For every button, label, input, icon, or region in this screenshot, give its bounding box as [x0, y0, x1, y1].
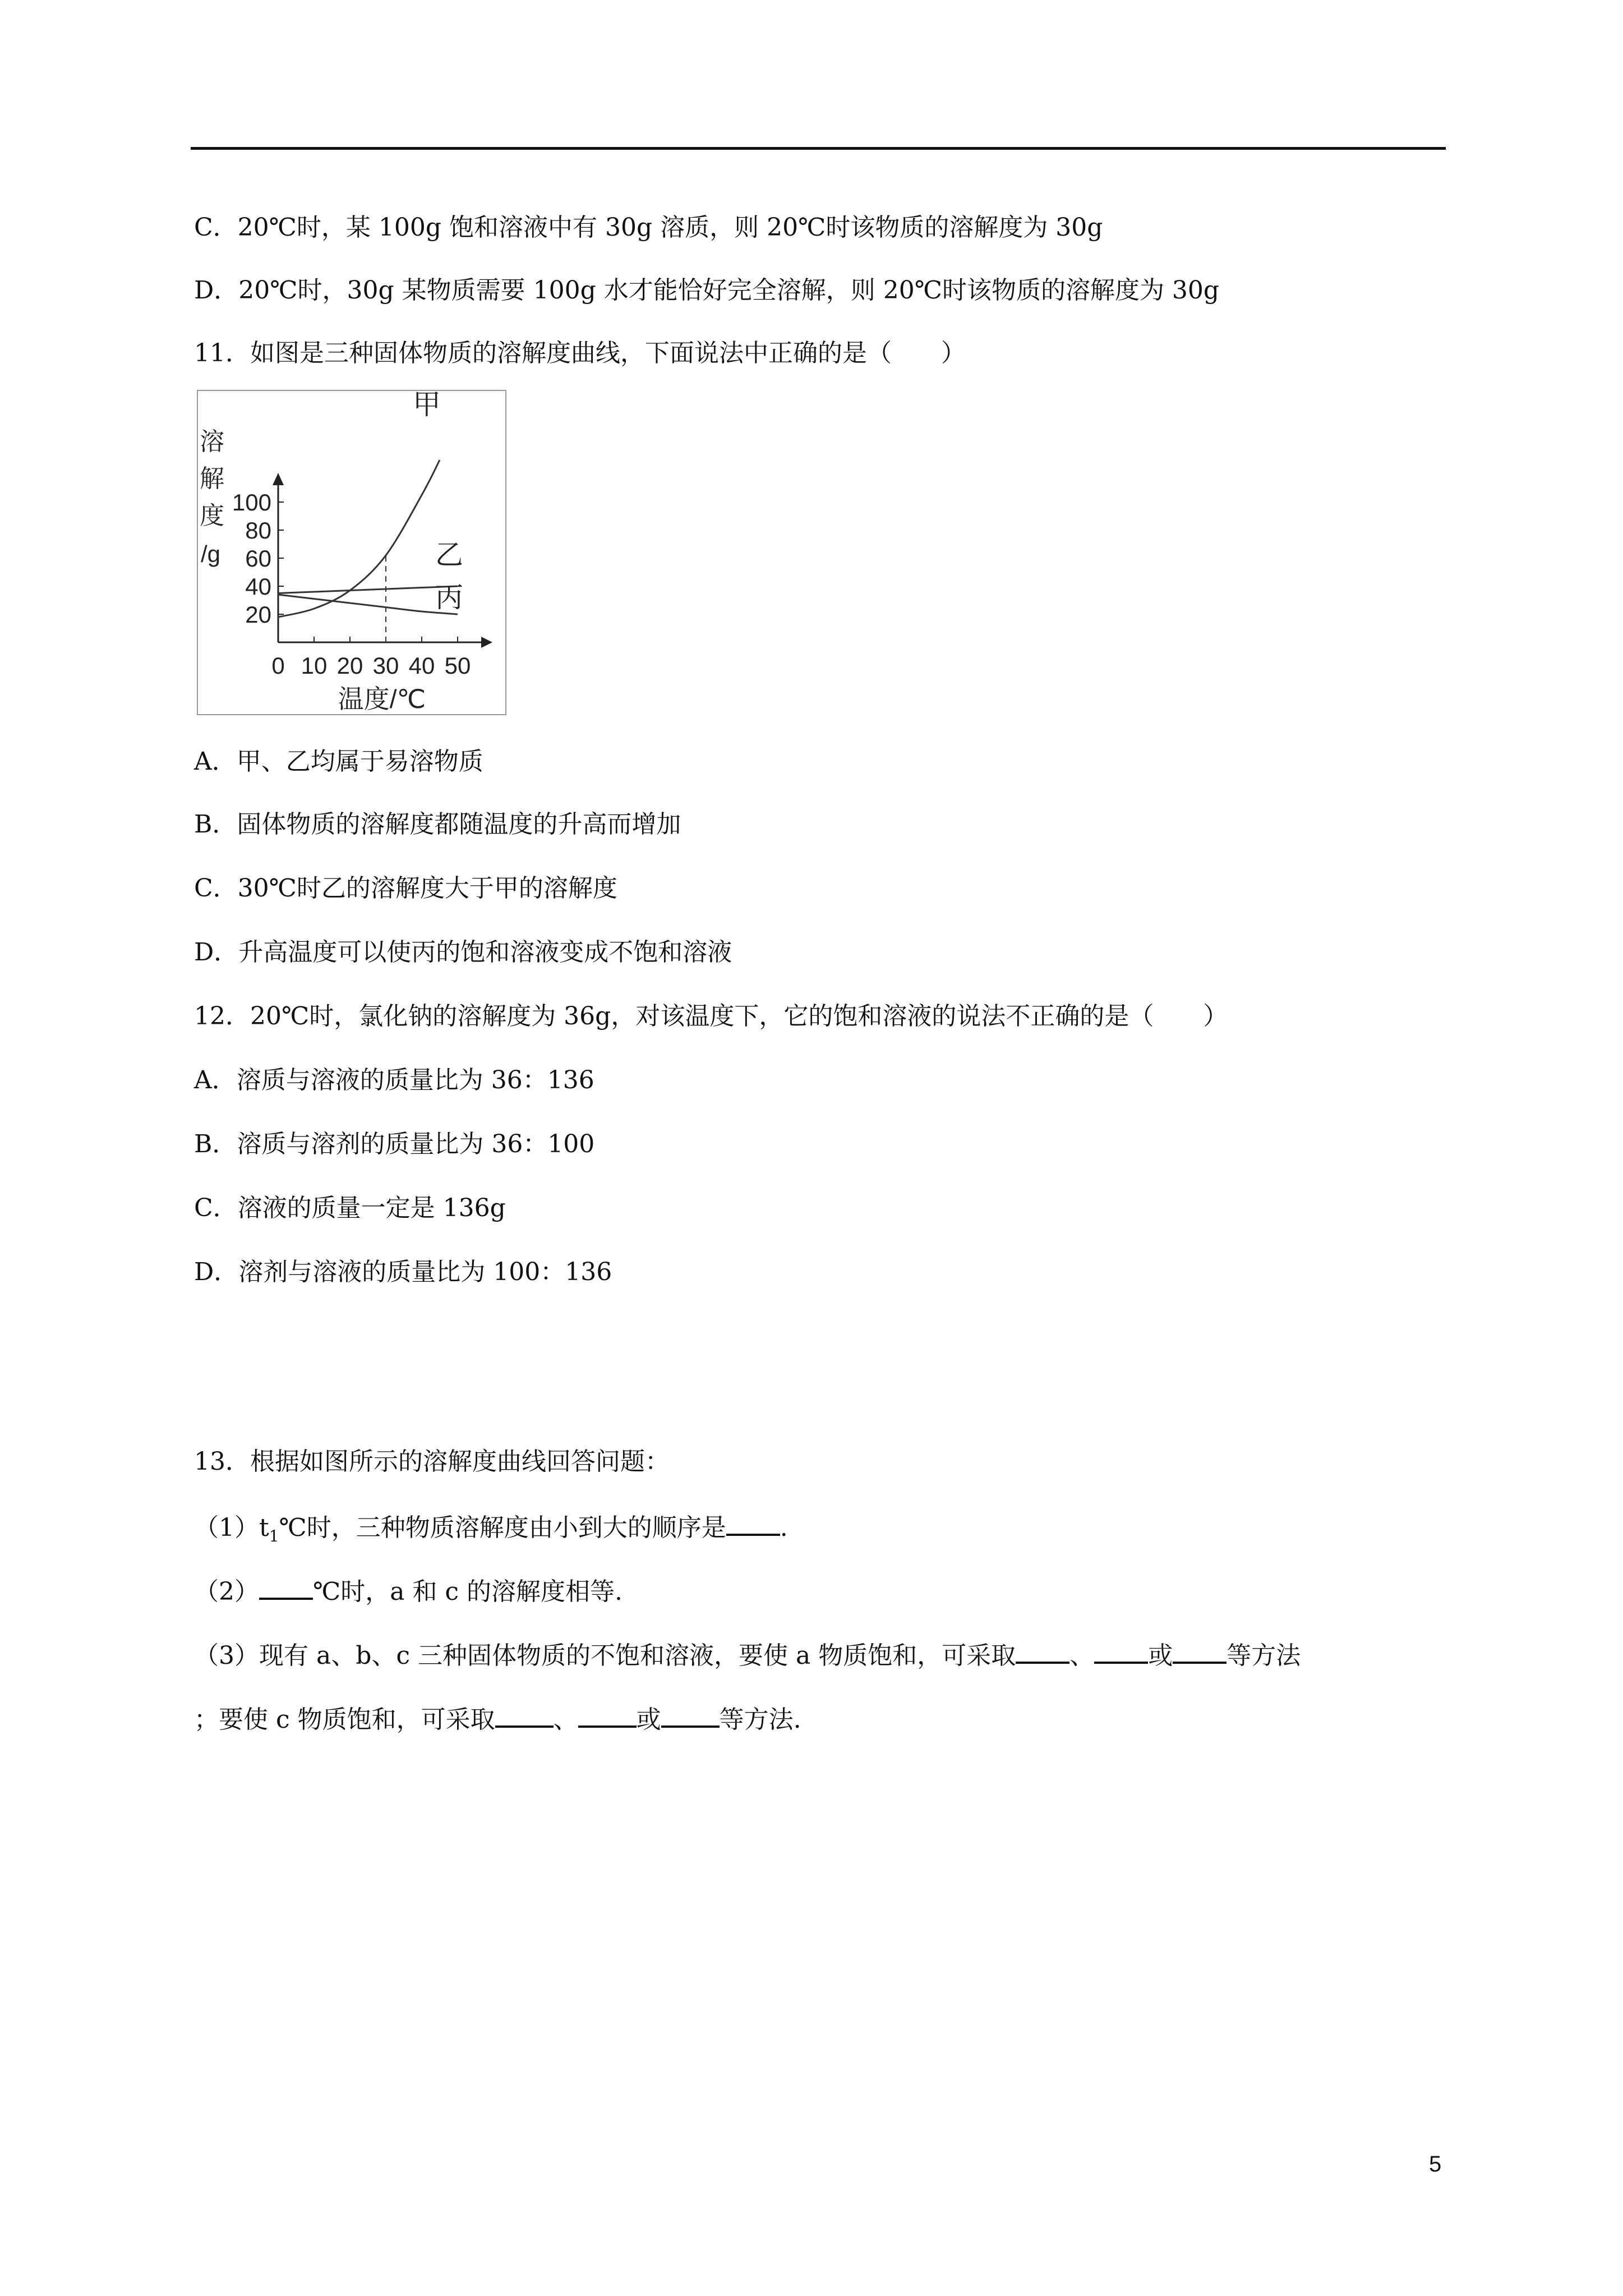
question-13: 13．根据如图所示的溶解度曲线回答问题： — [194, 1447, 670, 1476]
y-tick-label: 20 — [245, 601, 271, 628]
q13-part-1 — [194, 1509, 788, 1553]
y-tick-label: 40 — [245, 573, 271, 600]
y-axis-label-char: 度 — [200, 502, 224, 530]
option-d-q10: D．20℃时，30g 某物质需要 100g 水才能恰好完全溶解，则 20℃时该物质的溶解度为 30g — [194, 276, 1220, 305]
answer-blank[interactable] — [1094, 1637, 1148, 1664]
option-b-q11: B．固体物质的溶解度都随温度的升高而增加 — [194, 810, 681, 839]
q13-part-3 — [194, 1637, 1301, 1673]
option-c-q12: C．溶液的质量一定是 136g — [194, 1194, 506, 1222]
q13-3-end: 等方法 — [1227, 1641, 1301, 1670]
y-tick-labels — [232, 489, 284, 628]
q13-1-text: ℃时，三种物质溶解度由小到大的顺序是 — [279, 1513, 726, 1542]
answer-blank[interactable] — [726, 1509, 780, 1536]
option-c-q10: C．20℃时，某 100g 饱和溶液中有 30g 溶质，则 20℃时该物质的溶解度为 30g — [194, 213, 1103, 242]
separator: 或 — [1148, 1641, 1173, 1670]
q13-part-3-cont — [194, 1701, 801, 1737]
x-axis-label: 温度/℃ — [338, 684, 426, 714]
answer-blank[interactable] — [1016, 1637, 1069, 1664]
x-tick-label: 0 — [271, 652, 285, 679]
q13-part-2 — [194, 1573, 623, 1609]
y-axis-arrow — [273, 473, 284, 485]
x-tick-label: 40 — [408, 652, 435, 679]
question-12: 12．20℃时，氯化钠的溶解度为 36g，对该温度下，它的饱和溶液的说法不正确的是（ ） — [194, 1002, 1228, 1030]
series-label: 乙 — [435, 539, 463, 570]
separator: 、 — [1069, 1641, 1095, 1670]
q13-3-text: （3）现有 a、b、c 三种固体物质的不饱和溶液，要使 a 物质饱和，可采取 — [194, 1641, 1016, 1670]
separator: 、 — [553, 1705, 578, 1734]
y-axis-label — [200, 428, 224, 567]
answer-blank[interactable] — [578, 1701, 637, 1728]
series-label: 甲 — [413, 389, 441, 420]
option-c-q11: C．30℃时乙的溶解度大于甲的溶解度 — [194, 874, 617, 903]
series-label: 丙 — [435, 582, 463, 613]
q13-1-end: . — [780, 1513, 788, 1542]
series-labels — [413, 389, 463, 613]
separator: 或 — [636, 1705, 661, 1734]
question-11: 11．如图是三种固体物质的溶解度曲线，下面说法中正确的是（ ） — [194, 339, 966, 367]
option-d-q12: D．溶剂与溶液的质量比为 100：136 — [194, 1258, 612, 1286]
answer-blank[interactable] — [495, 1701, 554, 1728]
x-tick-label: 20 — [336, 652, 363, 679]
q13-2-text: ℃时，a 和 c 的溶解度相等. — [313, 1577, 623, 1606]
q13-2-prefix: （2） — [194, 1577, 259, 1606]
header-rule — [191, 147, 1446, 150]
series-line-0 — [278, 460, 440, 617]
series-line-1 — [278, 586, 458, 593]
option-d-q11: D．升高温度可以使丙的饱和溶液变成不饱和溶液 — [194, 938, 732, 967]
q13-4-end: 等方法. — [719, 1705, 801, 1734]
y-axis-label-char: 解 — [200, 465, 224, 493]
answer-blank[interactable] — [1173, 1637, 1227, 1664]
y-axis-label-char: /g — [201, 541, 221, 567]
y-tick-label: 60 — [245, 545, 271, 572]
option-b-q12: B．溶质与溶剂的质量比为 36：100 — [194, 1130, 595, 1158]
answer-blank[interactable] — [259, 1573, 313, 1600]
page-number: 5 — [1429, 2152, 1442, 2177]
q13-4-text: ；要使 c 物质饱和，可采取 — [194, 1705, 495, 1734]
x-tick-label: 50 — [444, 652, 471, 679]
q13-1-subscript: 1 — [269, 1526, 279, 1545]
x-axis-arrow — [481, 637, 492, 648]
x-tick-label: 30 — [372, 652, 399, 679]
option-a-q11: A．甲、乙均属于易溶物质 — [194, 747, 483, 776]
y-tick-label: 80 — [245, 517, 271, 544]
x-tick-label: 10 — [301, 652, 328, 679]
answer-blank[interactable] — [661, 1701, 720, 1728]
solubility-chart — [194, 387, 508, 718]
y-axis-label-char: 溶 — [200, 428, 224, 455]
y-tick-label: 100 — [232, 489, 271, 516]
option-a-q12: A．溶质与溶液的质量比为 36：136 — [194, 1066, 594, 1094]
series-curves — [278, 460, 458, 642]
q13-1-prefix: （1）t — [194, 1513, 269, 1542]
